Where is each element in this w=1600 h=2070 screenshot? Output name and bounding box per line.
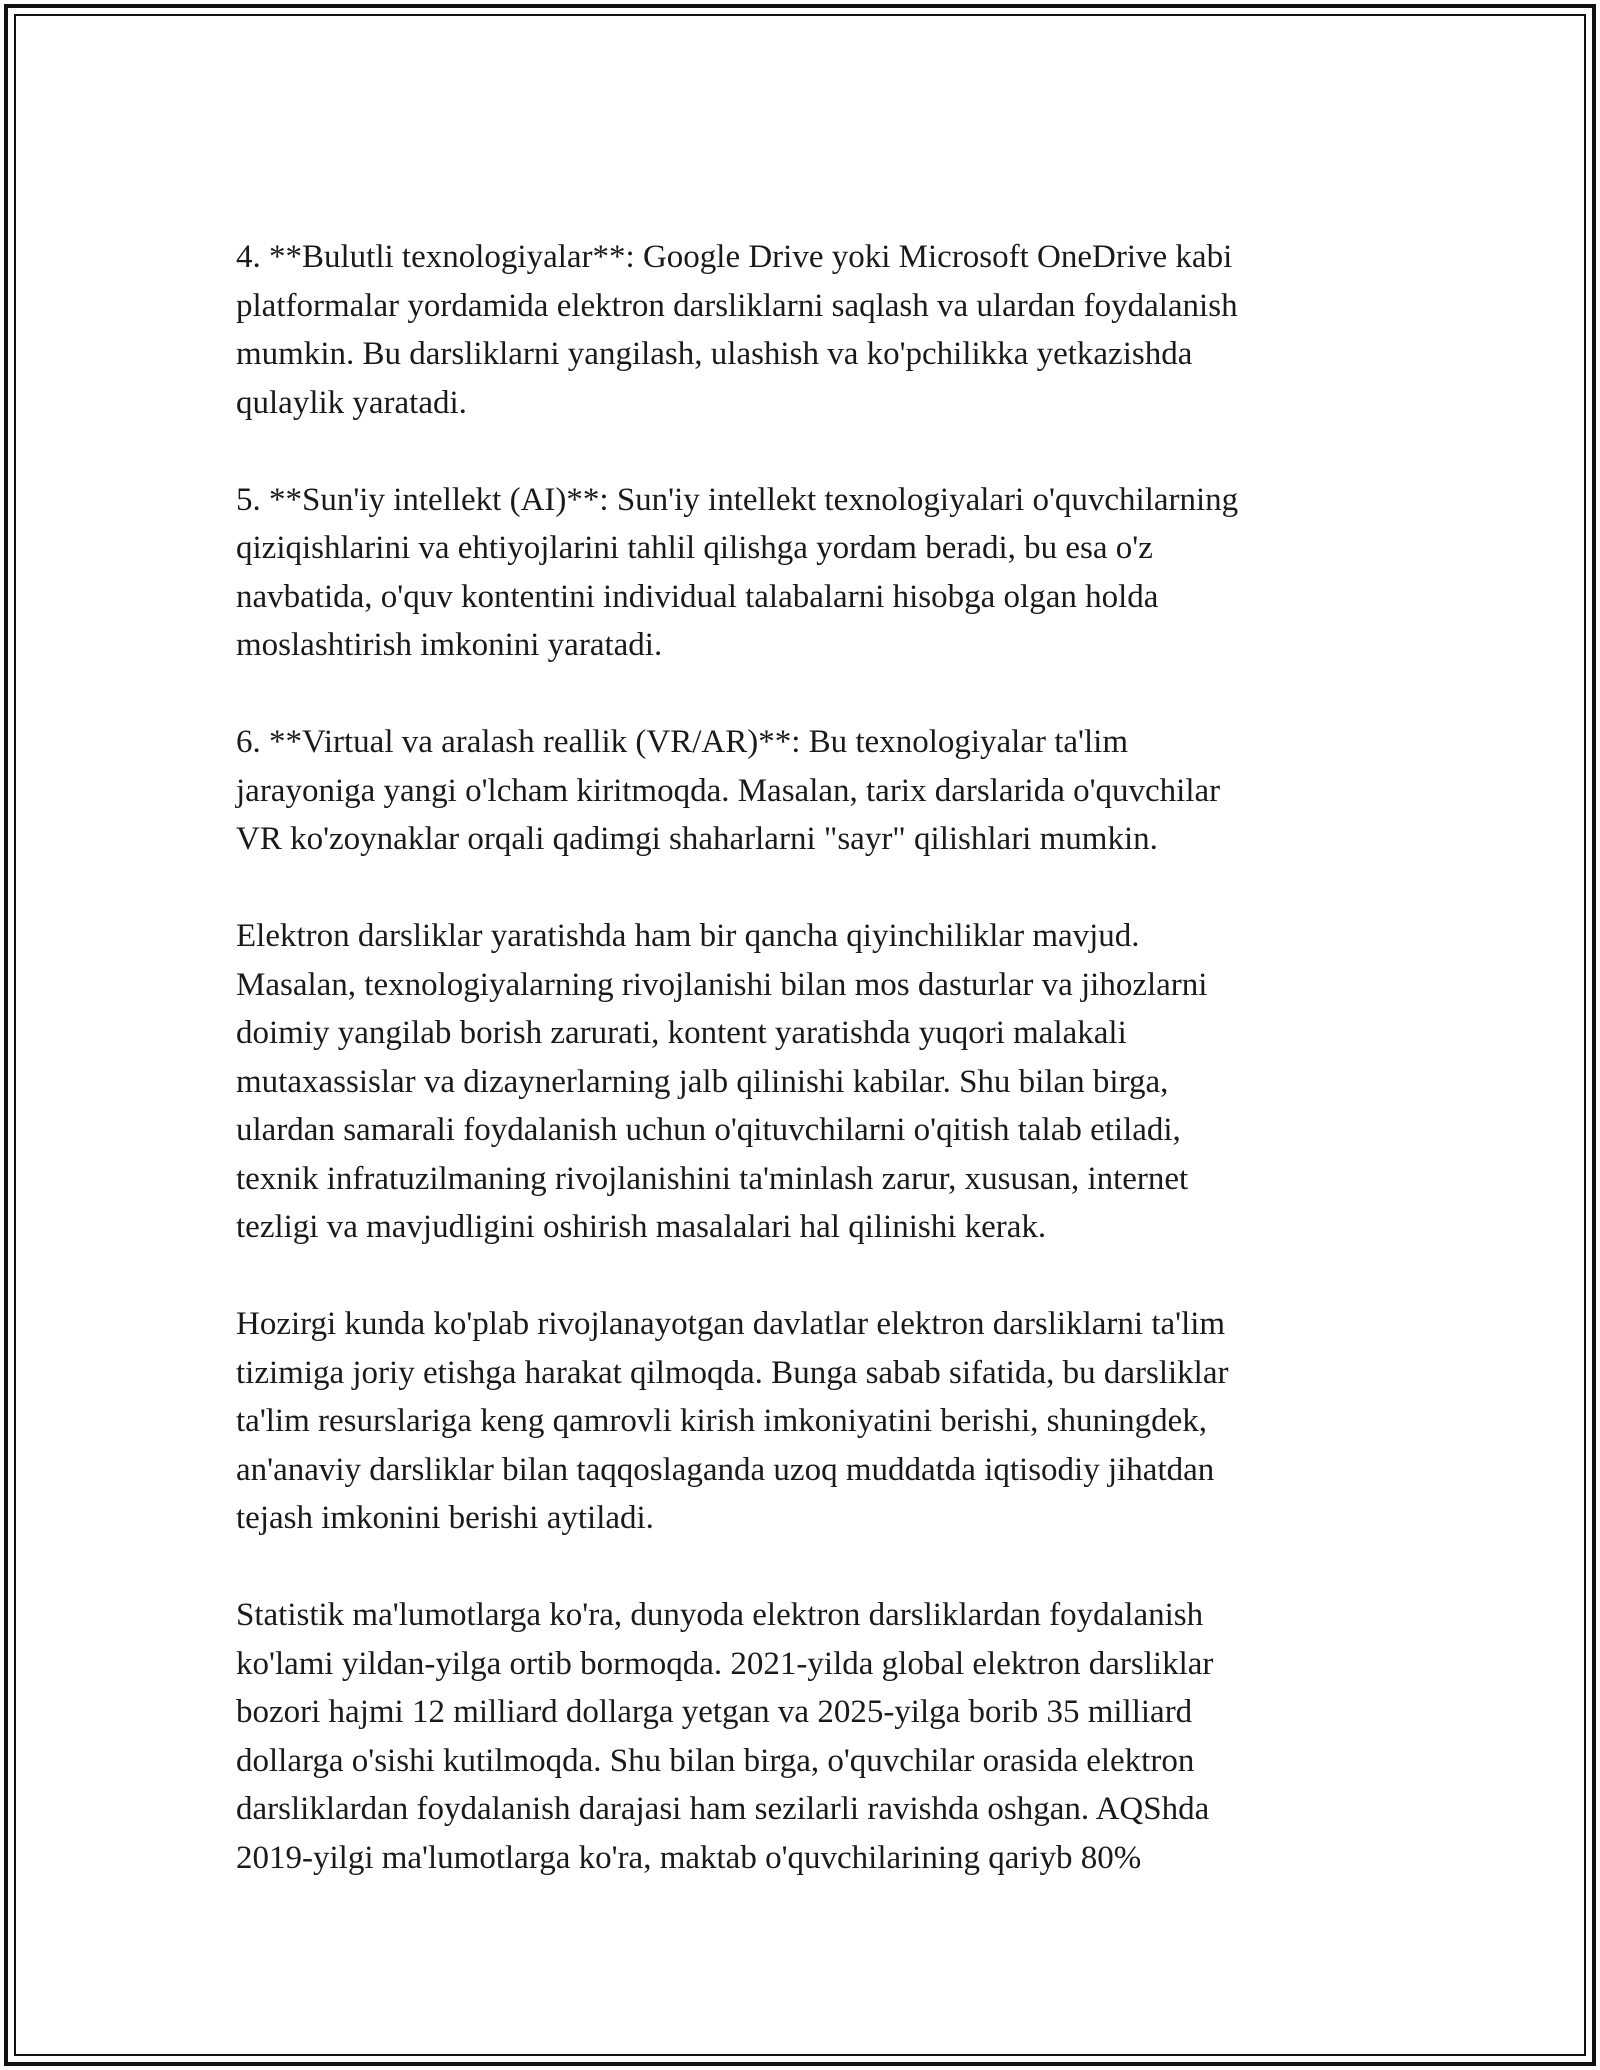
- paragraph-artificial-intelligence: 5. **Sun'iy intellekt (AI)**: Sun'iy intellekt texnologiyalari o'quvchilarning qiziqishlarini va ehtiyojlarini tahlil qilishga yordam beradi, bu esa o'z navbatida, o'quv kontentini individual talabalarni hisobga olgan holda moslashtirish imkonini yaratadi.: [236, 481, 1239, 663]
- paragraph-challenges: Elektron darsliklar yaratishda ham bir qancha qiyinchiliklar mavjud. Masalan, texnologiyalarning rivojlanishi bilan mos dasturlar va jihozlarni doimiy yangilab borish zarurati, kontent yaratishda yuqori malakali mutaxassislar va dizaynerlarning jalb qilinishi kabilar. Shu bilan birga, ulardan samarali foydalanish uchun o'qituvchilarni o'qitish talab etiladi, texnik infratuzilmaning rivojlanishini ta'minlash zarur, xususan, internet tezligi va mavjudligini oshirish masalalari hal qilinishi kerak.: [236, 918, 1208, 1245]
- paragraph-virtual-reality: 6. **Virtual va aralash reallik (VR/AR)**: Bu texnologiyalar ta'lim jarayoniga yangi o'lcham kiritmoqda. Masalan, tarix darslarida o'quvchilar VR ko'zoynaklar orqali qadimgi shaharlarni "sayr" qilishlari mumkin.: [236, 724, 1221, 857]
- paragraph-cloud-technologies: 4. **Bulutli texnologiyalar**: Google Drive yoki Microsoft OneDrive kabi platformalar yordamida elektron darsliklarni saqlash va ulardan foydalanish mumkin. Bu darsliklarni yangilash, ulashish va ko'pchilikka yetkazishda qulaylik yaratadi.: [236, 239, 1238, 421]
- document-body: [236, 233, 1376, 1931]
- paragraph-developing-countries: Hozirgi kunda ko'plab rivojlanayotgan davlatlar elektron darsliklarni ta'lim tizimiga joriy etishga harakat qilmoqda. Bunga sabab sifatida, bu darsliklar ta'lim resurslariga keng qamrovli kirish imkoniyatini berishi, shuningdek, an'anaviy darsliklar bilan taqqoslaganda uzoq muddatda iqtisodiy jihatdan tejash imkonini berishi aytiladi.: [236, 1306, 1229, 1536]
- paragraph-statistics: Statistik ma'lumotlarga ko'ra, dunyoda elektron darsliklardan foydalanish ko'lami yildan-yilga ortib bormoqda. 2021-yilda global elektron darsliklar bozori hajmi 12 milliard dollarga yetgan va 2025-yilga borib 35 milliard dollarga o'sishi kutilmoqda. Shu bilan birga, o'quvchilar orasida elektron darsliklardan foydalanish darajasi ham sezilarli ravishda oshgan. AQShda 2019-yilgi ma'lumotlarga ko'ra, maktab o'quvchilarining qariyb 80%: [236, 1597, 1214, 1876]
